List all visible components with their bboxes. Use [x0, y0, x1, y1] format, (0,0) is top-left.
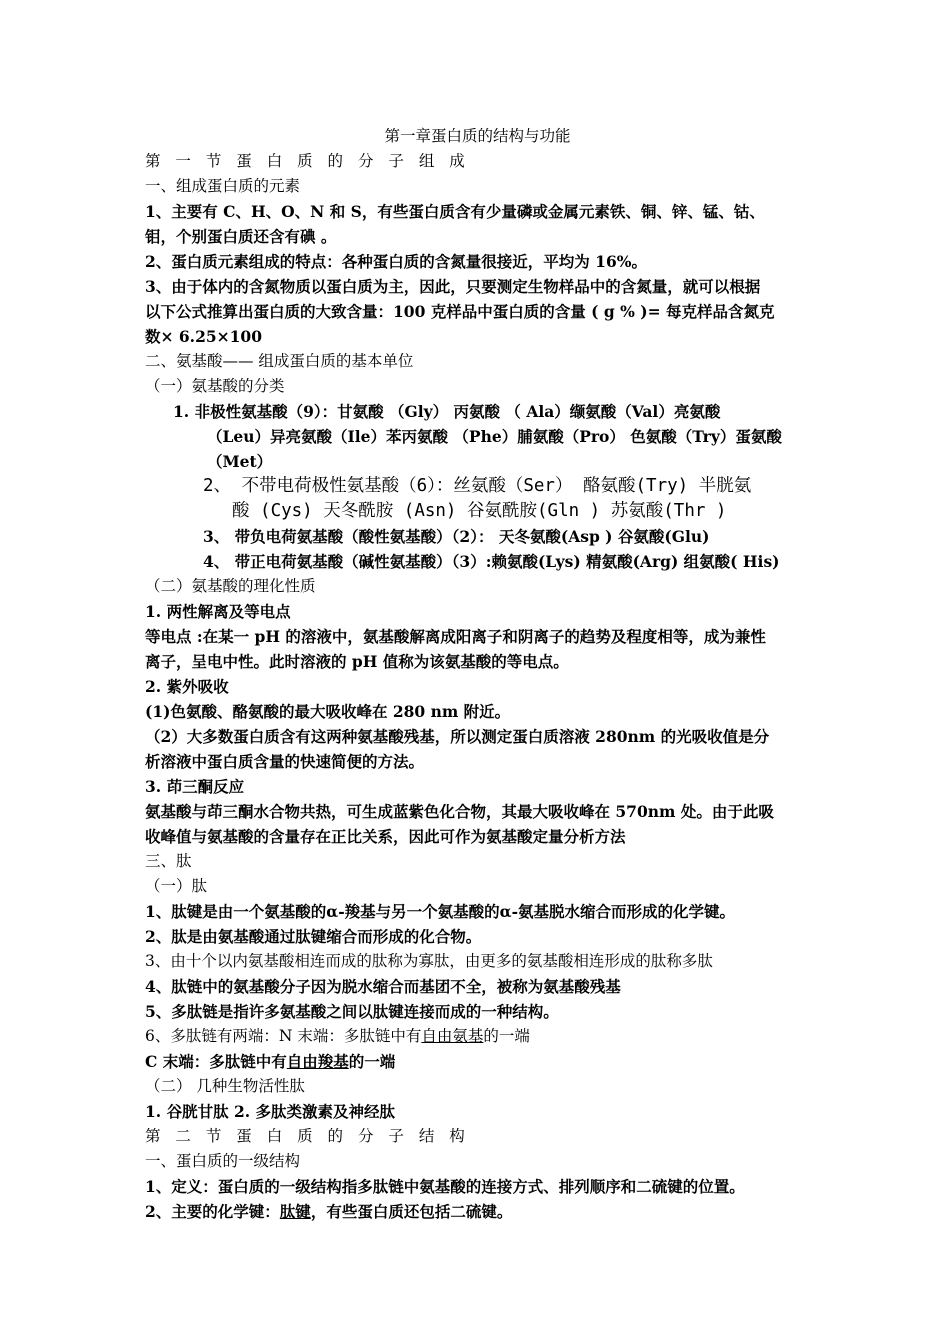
text-run: 6、多肽链有两端：N 末端：多肽链中有: [145, 1027, 422, 1045]
subsection-heading: （一）氨基酸的分类: [145, 377, 285, 395]
paragraph-line: 3. 茚三酮反应: [145, 777, 245, 796]
paragraph-line: 2、肽是由氨基酸通过肽键缩合而形成的化合物。: [145, 927, 482, 946]
paragraph-line: 等电点 :在某一 pH 的溶液中，氨基酸解离成阳离子和阴离子的趋势及程度相等，成为兼性: [145, 627, 766, 646]
paragraph-line: 钼，个别蛋白质还含有碘 。: [145, 227, 337, 246]
paragraph-line: 2、蛋白质元素组成的特点：各种蛋白质的含氮量很接近，平均为 16%。: [145, 252, 647, 271]
paragraph-line: 析溶液中蛋白质含量的快速简便的方法。: [145, 752, 425, 771]
subsection-heading: （二） 几种生物活性肽: [145, 1077, 305, 1095]
subsection-heading: 一、组成蛋白质的元素: [145, 177, 301, 195]
underlined-term: 自由羧基: [286, 1052, 349, 1071]
subsection-heading: 二、氨基酸—— 组成蛋白质的基本单位: [145, 352, 414, 370]
paragraph-line: (1)色氨酸、酪氨酸的最大吸收峰在 280 nm 附近。: [145, 702, 511, 721]
text-run: C 末端：多肽链中有: [145, 1052, 287, 1071]
paragraph-line: [145, 1199, 810, 1224]
paragraph-line: 3、由于体内的含氮物质以蛋白质为主，因此，只要测定生物样品中的含氮量，就可以根据: [145, 277, 761, 296]
paragraph-line: [145, 1024, 810, 1049]
underlined-term: 自由氨基: [421, 1027, 484, 1045]
text-run: 的一端: [348, 1052, 396, 1071]
text-run: 2、主要的化学键：: [145, 1202, 280, 1221]
list-item: （Leu）异亮氨酸（Ile）苯丙氨酸 （Phe）脯氨酸（Pro） 色氨酸（Try）蛋氨酸: [207, 427, 782, 446]
underlined-term: 肽键: [279, 1202, 311, 1221]
section-heading: 第 二 节 蛋 白 质 的 分 子 结 构: [145, 1127, 470, 1145]
paragraph-line: 氨基酸与茚三酮水合物共热，可生成蓝紫色化合物，其最大吸收峰在 570nm 处。由于此吸: [145, 802, 774, 821]
paragraph-line: 离子，呈电中性。此时溶液的 pH 值称为该氨基酸的等电点。: [145, 652, 569, 671]
paragraph-line: （2）大多数蛋白质含有这两种氨基酸残基，所以测定蛋白质溶液 280nm 的光吸收值是分: [145, 727, 770, 746]
subsection-heading: 三、肽: [145, 852, 192, 870]
list-item: 1. 非极性氨基酸（9）：甘氨酸 （Gly） 丙氨酸 （ Ala）缬氨酸（Val）亮氨酸: [173, 402, 721, 421]
list-item: 3、 带负电荷氨基酸（酸性氨基酸）（2）： 天冬氨酸(Asp ) 谷氨酸(Glu): [203, 527, 710, 546]
list-item: 酸 (Cys) 天冬酰胺 (Asn) 谷氨酰胺(Gln ) 苏氨酸(Thr ): [232, 501, 727, 521]
paragraph-line: 1、主要有 C、H、O、N 和 S，有些蛋白质含有少量磷或金属元素铁、铜、锌、锰、钴、: [145, 202, 765, 221]
list-item: （Met）: [207, 452, 273, 471]
text-run: 的一端: [483, 1027, 530, 1045]
paragraph-line: 3、由十个以内氨基酸相连而成的肽称为寡肽，由更多的氨基酸相连形成的肽称多肽: [145, 952, 713, 970]
paragraph-line: 2. 紫外吸收: [145, 677, 229, 696]
subsection-heading: （一）肽: [145, 877, 208, 895]
text-run: ，有些蛋白质还包括二硫键。: [310, 1202, 513, 1221]
paragraph-line: 数× 6.25×100: [145, 327, 262, 346]
subsection-heading: （二）氨基酸的理化性质: [145, 577, 316, 595]
paragraph-line: 收峰值与氨基酸的含量存在正比关系，因此可作为氨基酸定量分析方法: [145, 827, 626, 846]
paragraph-line: 1. 谷胱甘肽 2. 多肽类激素及神经肽: [145, 1102, 396, 1121]
paragraph-line: 1. 两性解离及等电点: [145, 602, 291, 621]
paragraph-line: 1、肽键是由一个氨基酸的α-羧基与另一个氨基酸的α-氨基脱水缩合而形成的化学键。: [145, 902, 736, 921]
paragraph-line: 4、肽链中的氨基酸分子因为脱水缩合而基团不全，被称为氨基酸残基: [145, 977, 621, 996]
list-item: 4、 带正电荷氨基酸（碱性氨基酸）（3）:赖氨酸(Lys) 精氨酸(Arg) 组氨酸( His): [203, 552, 780, 571]
list-item: 2、 不带电荷极性氨基酸（6）：丝氨酸（Ser） 酪氨酸(Try) 半胱氨: [203, 476, 752, 496]
paragraph-line: [145, 1049, 810, 1074]
paragraph-line: 1、定义：蛋白质的一级结构指多肽链中氨基酸的连接方式、排列顺序和二硫键的位置。: [145, 1177, 745, 1196]
paragraph-line: 5、多肽链是指许多氨基酸之间以肽键连接而成的一种结构。: [145, 1002, 559, 1021]
subsection-heading: 一、蛋白质的一级结构: [145, 1152, 301, 1170]
paragraph-line: 以下公式推算出蛋白质的大致含量：100 克样品中蛋白质的含量 ( g % )= 每克样品含氮克: [145, 302, 775, 321]
chapter-title: 第一章蛋白质的结构与功能: [384, 127, 571, 145]
section-heading: 第 一 节 蛋 白 质 的 分 子 组 成: [145, 152, 470, 170]
